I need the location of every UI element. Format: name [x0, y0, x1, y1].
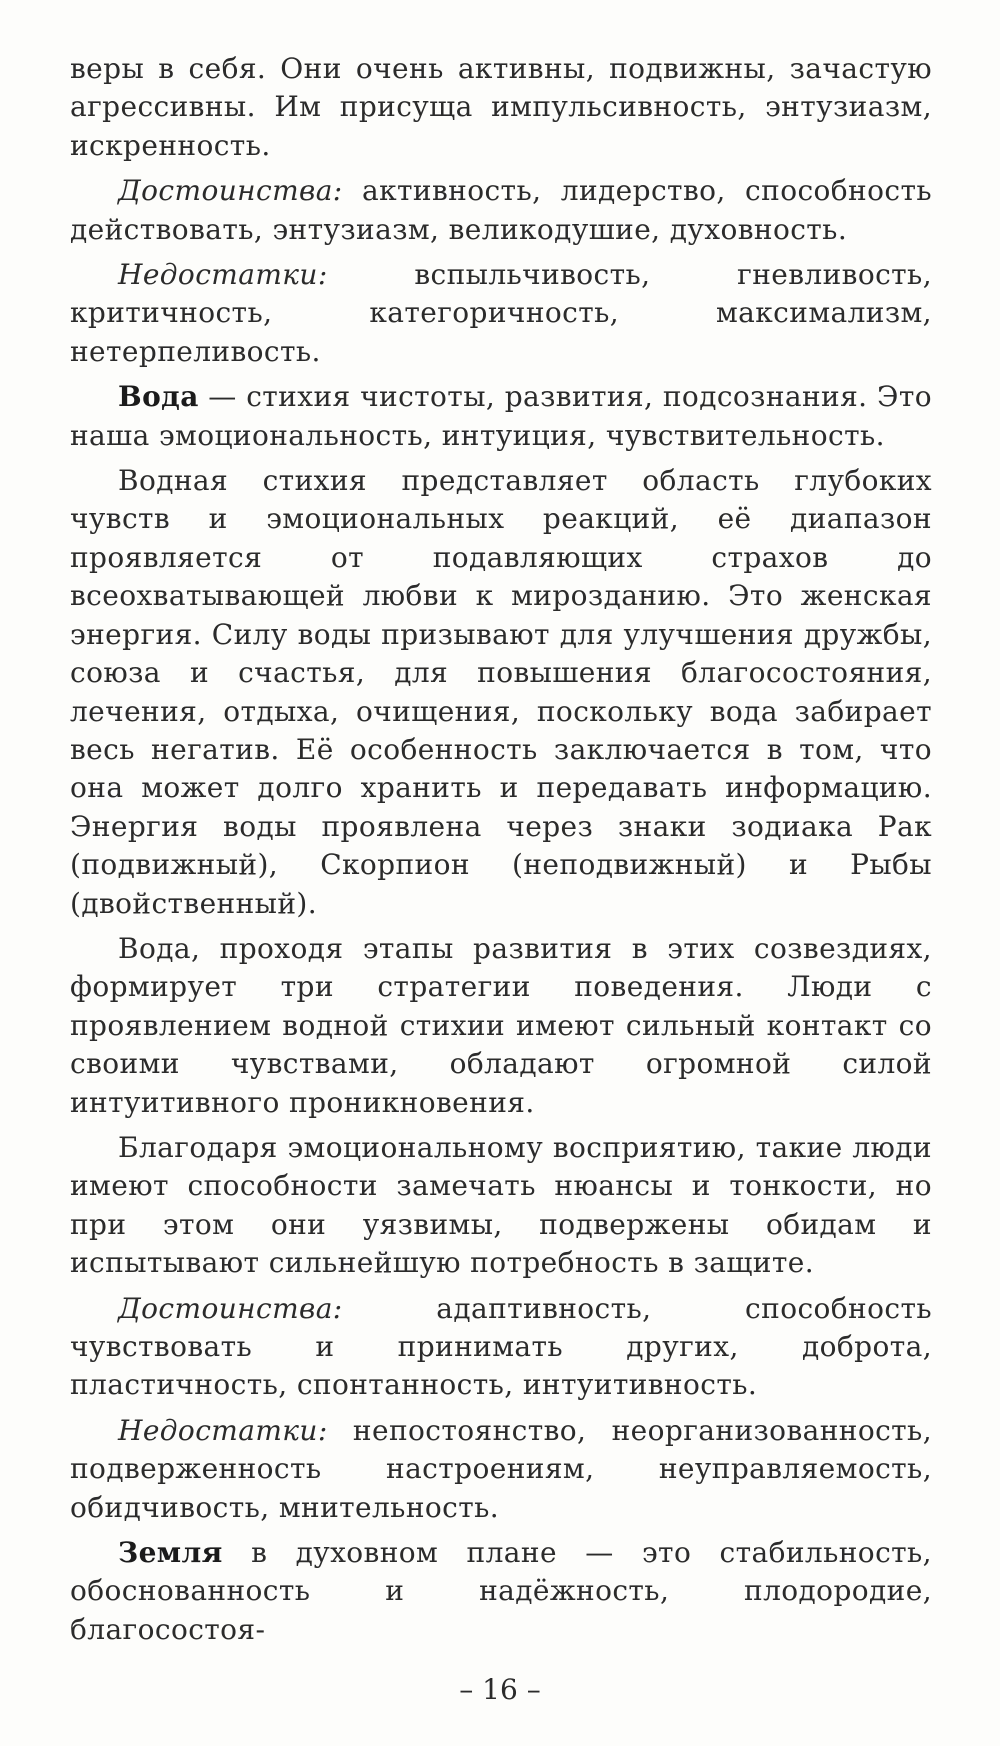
- paragraph-2-text: активность, лидерство, способность действовать, энтузиазм, великодушие, духовность.: [70, 174, 932, 246]
- paragraph-3-text: вспыльчивость, гневливость, критичность, категоричность, максимализм, нетерпеливость.: [70, 258, 932, 368]
- paragraph-5: [70, 462, 932, 923]
- paragraph-4-lead: Вода: [118, 380, 199, 414]
- paragraph-9-lead: Недостатки:: [118, 1413, 328, 1447]
- paragraph-7-text: Благодаря эмоциональному восприятию, такие люди имеют способности замечать нюансы и тонкости, но при этом они уязвимы, подвержены обидам и испытывают сильнейшую потребность в защите.: [70, 1130, 932, 1280]
- paragraph-3-lead: Недостатки:: [118, 258, 328, 292]
- paragraph-1: [70, 50, 932, 165]
- paragraph-9-text: непостоянство, неорганизованность, подверженность настроениям, неуправляемость, обидчивость, мнительность.: [70, 1413, 932, 1524]
- paragraph-9: [70, 1412, 932, 1527]
- paragraph-8: [70, 1290, 932, 1405]
- page-number: – 16 –: [459, 1673, 541, 1706]
- paragraph-10-text: в духовном плане — это стабильность, обоснованность и надёжность, плодородие, благосостоя-: [70, 1536, 932, 1646]
- paragraph-4: [70, 378, 932, 455]
- paragraph-1-text: веры в себя. Они очень активны, подвижны, зачастую агрессивны. Им присуща импульсивность, энтузиазм, искренность.: [70, 52, 932, 162]
- paragraph-10: [70, 1534, 932, 1649]
- paragraph-4-text: — стихия чистоты, развития, подсознания. Это наша эмоциональность, интуиция, чувствительность.: [70, 380, 932, 452]
- paragraph-3: [70, 256, 932, 371]
- paragraph-6-text: Вода, проходя этапы развития в этих созвездиях, формирует три стратегии поведения. Люди с проявлением водной стихии имеют сильный контакт со своими чувствами, обладают огромной силой интуитивного проникновения.: [70, 931, 932, 1119]
- paragraph-7: [70, 1129, 932, 1283]
- paragraph-2-lead: Достоинства:: [118, 174, 343, 208]
- paragraph-5-text: Водная стихия представляет область глубоких чувств и эмоциональных реакций, её диапазон проявляется от подавляющих страхов до всеохватывающей любви к мирозданию. Это женская энергия. Силу воды призывают для улучшения дружбы, союза и счастья, для повышения благосостояния, лечения, отдыха, очищения, поскольку вода забирает весь негатив. Её особенность заключается в том, что она может долго хранить и передавать информацию. Энергия воды проявлена через знаки зодиака Рак (подвижный), Скорпион (неподвижный) и Рыбы (двойственный).: [70, 464, 932, 920]
- page-body-text: [70, 50, 932, 1649]
- paragraph-2: [70, 172, 932, 249]
- paragraph-8-text: адаптивность, способность чувствовать и принимать других, доброта, пластичность, спонтанность, интуитивность.: [70, 1291, 932, 1402]
- paragraph-6: [70, 930, 932, 1122]
- paragraph-10-lead: Земля: [118, 1536, 223, 1570]
- paragraph-8-lead: Достоинства:: [118, 1291, 343, 1325]
